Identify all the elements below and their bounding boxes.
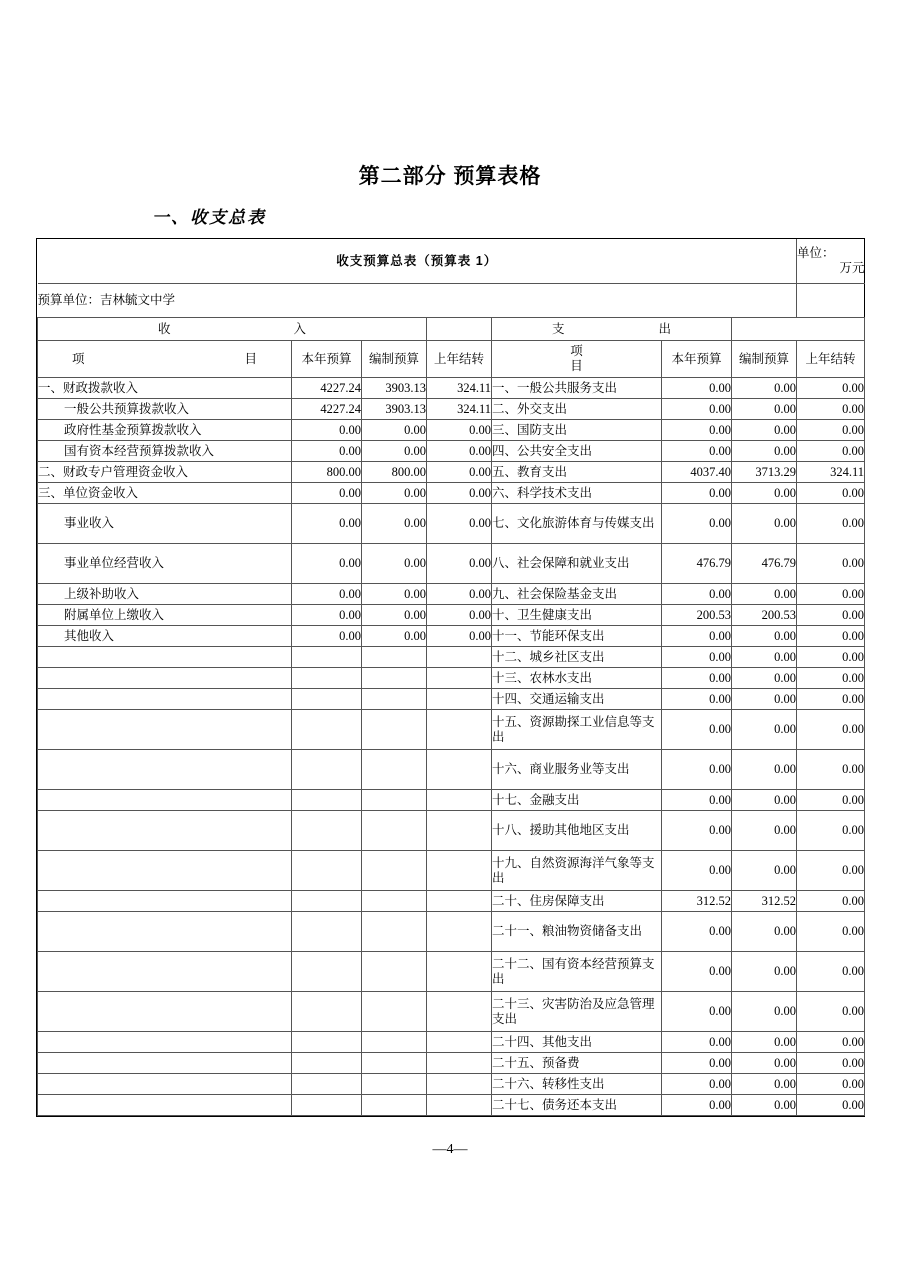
- unit-label-prefix: 单位：: [797, 246, 835, 261]
- table-row: [38, 912, 865, 952]
- expense-current-year-value: 0.00: [662, 1074, 732, 1095]
- expense-carryover-value: 0.00: [797, 399, 865, 420]
- income-current-year-value: [292, 912, 362, 952]
- income-carryover-value: 0.00: [427, 504, 492, 544]
- table-row: [38, 605, 865, 626]
- expense-compiled-value: 0.00: [732, 668, 797, 689]
- income-compiled-value: [362, 952, 427, 992]
- income-item-label: 三、单位资金收入: [38, 483, 292, 504]
- expense-compiled-value: 0.00: [732, 912, 797, 952]
- expense-current-year-value: 200.53: [662, 605, 732, 626]
- expense-item-label: 二十、住房保障支出: [492, 891, 662, 912]
- table-row: [38, 441, 865, 462]
- expense-item-label: 十九、自然资源海洋气象等支出: [492, 851, 662, 891]
- income-item-label: [38, 1032, 292, 1053]
- expense-item-label: 十一、节能环保支出: [492, 626, 662, 647]
- expense-current-year-value: 0.00: [662, 584, 732, 605]
- expense-carryover-value: 0.00: [797, 544, 865, 584]
- unit-label-value: 万元: [839, 261, 865, 275]
- expense-carryover-value: 0.00: [797, 1074, 865, 1095]
- income-carryover-value: [427, 851, 492, 891]
- income-item-left: 项: [72, 351, 85, 366]
- expense-current-year-value: 0.00: [662, 668, 732, 689]
- table-row: [38, 952, 865, 992]
- expense-carryover-value: 0.00: [797, 811, 865, 851]
- table-row: [38, 420, 865, 441]
- expense-current-year-value: 0.00: [662, 1053, 732, 1074]
- table-row: [38, 891, 865, 912]
- expense-item-label: 十八、援助其他地区支出: [492, 811, 662, 851]
- expense-carryover-value: 0.00: [797, 626, 865, 647]
- income-item-label: 国有资本经营预算拨款收入: [38, 441, 292, 462]
- expense-compiled-value: 200.53: [732, 605, 797, 626]
- table-row: [38, 378, 865, 399]
- expense-item-label: 二十二、国有资本经营预算支出: [492, 952, 662, 992]
- income-item-label: [38, 1053, 292, 1074]
- income-current-year-value: 0.00: [292, 605, 362, 626]
- table-row: [38, 1074, 865, 1095]
- income-compiled-value: [362, 851, 427, 891]
- expense-compiled-value: 0.00: [732, 1074, 797, 1095]
- income-carryover-value: 0.00: [427, 441, 492, 462]
- expense-item-label: 十、卫生健康支出: [492, 605, 662, 626]
- income-item-label: [38, 811, 292, 851]
- table-row: [38, 750, 865, 790]
- table-row: [38, 992, 865, 1032]
- budget-unit-label: 预算单位：吉林毓文中学: [38, 284, 797, 318]
- income-current-year-value: 0.00: [292, 420, 362, 441]
- income-group-right: 入: [293, 321, 306, 336]
- expense-current-year-value: 0.00: [662, 851, 732, 891]
- income-carryover-value: [427, 891, 492, 912]
- expense-current-year-value: 0.00: [662, 992, 732, 1032]
- income-carryover-value: 0.00: [427, 584, 492, 605]
- expense-carryover-value: 0.00: [797, 851, 865, 891]
- income-compiled-value: 0.00: [362, 420, 427, 441]
- section-heading: 一、收支总表: [152, 208, 266, 227]
- expense-group-left: 支: [552, 321, 565, 336]
- expense-item-label: 二十四、其他支出: [492, 1032, 662, 1053]
- table-row: [38, 1053, 865, 1074]
- expense-col-compiled: 编制预算: [732, 341, 797, 378]
- expense-compiled-value: 0.00: [732, 750, 797, 790]
- income-carryover-value: [427, 952, 492, 992]
- income-item-label: [38, 750, 292, 790]
- table-row: [38, 811, 865, 851]
- expense-current-year-value: 4037.40: [662, 462, 732, 483]
- expense-compiled-value: 476.79: [732, 544, 797, 584]
- income-item-header: [38, 341, 292, 378]
- income-item-label: [38, 912, 292, 952]
- expense-current-year-value: 0.00: [662, 647, 732, 668]
- income-current-year-value: [292, 992, 362, 1032]
- expense-carryover-value: 0.00: [797, 1095, 865, 1116]
- expense-item-line1: 项: [570, 344, 583, 359]
- expense-compiled-value: 0.00: [732, 1053, 797, 1074]
- income-carryover-value: [427, 689, 492, 710]
- income-current-year-value: [292, 647, 362, 668]
- table-row: [38, 584, 865, 605]
- expense-item-label: 十六、商业服务业等支出: [492, 750, 662, 790]
- income-current-year-value: [292, 891, 362, 912]
- expense-carryover-value: 0.00: [797, 689, 865, 710]
- expense-carryover-value: 0.00: [797, 1053, 865, 1074]
- expense-item-label: 十二、城乡社区支出: [492, 647, 662, 668]
- income-group-filler: [427, 318, 492, 341]
- income-current-year-value: [292, 668, 362, 689]
- budget-summary-table-wrapper: [36, 238, 865, 1117]
- income-carryover-value: [427, 1095, 492, 1116]
- expense-item-header: [492, 341, 662, 378]
- expense-item-line2: 目: [570, 359, 583, 373]
- income-compiled-value: [362, 1032, 427, 1053]
- expense-compiled-value: 0.00: [732, 504, 797, 544]
- expense-item-label: 十四、交通运输支出: [492, 689, 662, 710]
- income-carryover-value: [427, 1032, 492, 1053]
- expense-compiled-value: 0.00: [732, 399, 797, 420]
- expense-item-label: 八、社会保障和就业支出: [492, 544, 662, 584]
- expense-item-label: 二十七、债务还本支出: [492, 1095, 662, 1116]
- income-group-header: [38, 318, 427, 341]
- expense-carryover-value: 324.11: [797, 462, 865, 483]
- expense-current-year-value: 0.00: [662, 420, 732, 441]
- income-item-label: [38, 647, 292, 668]
- unit-cell: [797, 239, 865, 284]
- income-carryover-value: [427, 1074, 492, 1095]
- expense-compiled-value: 0.00: [732, 710, 797, 750]
- income-carryover-value: 324.11: [427, 399, 492, 420]
- expense-item-label: 五、教育支出: [492, 462, 662, 483]
- expense-item-label: 二十五、预备费: [492, 1053, 662, 1074]
- income-current-year-value: 0.00: [292, 584, 362, 605]
- expense-group-header: [492, 318, 732, 341]
- expense-item-label: 二十一、粮油物资储备支出: [492, 912, 662, 952]
- income-item-label: [38, 952, 292, 992]
- income-current-year-value: [292, 750, 362, 790]
- income-carryover-value: [427, 912, 492, 952]
- income-compiled-value: [362, 1074, 427, 1095]
- expense-current-year-value: 0.00: [662, 504, 732, 544]
- expense-carryover-value: 0.00: [797, 750, 865, 790]
- expense-carryover-value: 0.00: [797, 992, 865, 1032]
- income-carryover-value: [427, 750, 492, 790]
- income-current-year-value: [292, 952, 362, 992]
- expense-compiled-value: 0.00: [732, 689, 797, 710]
- expense-carryover-value: 0.00: [797, 1032, 865, 1053]
- expense-current-year-value: 0.00: [662, 1095, 732, 1116]
- table-caption: 收支预算总表（预算表 1）: [38, 239, 797, 284]
- expense-current-year-value: 0.00: [662, 399, 732, 420]
- income-carryover-value: [427, 710, 492, 750]
- expense-current-year-value: 0.00: [662, 811, 732, 851]
- income-compiled-value: [362, 1095, 427, 1116]
- table-row: [38, 626, 865, 647]
- expense-item-label: 七、文化旅游体育与传媒支出: [492, 504, 662, 544]
- table-row: [38, 790, 865, 811]
- expense-carryover-value: 0.00: [797, 420, 865, 441]
- budget-summary-table: [37, 239, 865, 1116]
- income-carryover-value: [427, 992, 492, 1032]
- income-compiled-value: 800.00: [362, 462, 427, 483]
- expense-compiled-value: 0.00: [732, 790, 797, 811]
- income-item-label: 一、财政拨款收入: [38, 378, 292, 399]
- income-item-label: [38, 790, 292, 811]
- column-header-row: [38, 341, 865, 378]
- income-item-label: [38, 689, 292, 710]
- income-compiled-value: [362, 891, 427, 912]
- income-item-label: 事业单位经营收入: [38, 544, 292, 584]
- income-current-year-value: 0.00: [292, 483, 362, 504]
- income-group-left: 收: [158, 321, 171, 336]
- income-compiled-value: 0.00: [362, 605, 427, 626]
- income-compiled-value: [362, 668, 427, 689]
- table-body: [38, 239, 865, 1116]
- expense-item-label: 九、社会保险基金支出: [492, 584, 662, 605]
- income-item-label: [38, 992, 292, 1032]
- expense-compiled-value: 0.00: [732, 647, 797, 668]
- table-row: [38, 1032, 865, 1053]
- budget-unit-spacer: [797, 284, 865, 318]
- income-compiled-value: 0.00: [362, 626, 427, 647]
- page-title: 第二部分 预算表格: [358, 165, 542, 188]
- income-current-year-value: 0.00: [292, 441, 362, 462]
- income-compiled-value: [362, 992, 427, 1032]
- expense-item-label: 六、科学技术支出: [492, 483, 662, 504]
- table-row: [38, 689, 865, 710]
- income-current-year-value: 0.00: [292, 626, 362, 647]
- income-current-year-value: [292, 811, 362, 851]
- income-item-label: [38, 668, 292, 689]
- expense-compiled-value: 312.52: [732, 891, 797, 912]
- expense-carryover-value: 0.00: [797, 647, 865, 668]
- table-row: [38, 1095, 865, 1116]
- income-current-year-value: [292, 1032, 362, 1053]
- expense-compiled-value: 0.00: [732, 441, 797, 462]
- income-carryover-value: [427, 668, 492, 689]
- income-current-year-value: [292, 1053, 362, 1074]
- expense-current-year-value: 0.00: [662, 750, 732, 790]
- income-item-label: 政府性基金预算拨款收入: [38, 420, 292, 441]
- income-current-year-value: 4227.24: [292, 378, 362, 399]
- table-row: [38, 544, 865, 584]
- income-compiled-value: 3903.13: [362, 378, 427, 399]
- income-current-year-value: [292, 710, 362, 750]
- expense-item-label: 十五、资源勘探工业信息等支出: [492, 710, 662, 750]
- expense-current-year-value: 312.52: [662, 891, 732, 912]
- expense-carryover-value: 0.00: [797, 891, 865, 912]
- table-row: [38, 399, 865, 420]
- expense-current-year-value: 0.00: [662, 378, 732, 399]
- expense-carryover-value: 0.00: [797, 605, 865, 626]
- expense-current-year-value: 0.00: [662, 626, 732, 647]
- expense-compiled-value: 0.00: [732, 626, 797, 647]
- expense-item-label: 三、国防支出: [492, 420, 662, 441]
- table-row: [38, 647, 865, 668]
- income-compiled-value: 0.00: [362, 544, 427, 584]
- income-current-year-value: 4227.24: [292, 399, 362, 420]
- income-col-current-year: 本年预算: [292, 341, 362, 378]
- income-item-label: 上级补助收入: [38, 584, 292, 605]
- expense-current-year-value: 0.00: [662, 912, 732, 952]
- income-carryover-value: 0.00: [427, 462, 492, 483]
- expense-compiled-value: 0.00: [732, 1032, 797, 1053]
- expense-compiled-value: 0.00: [732, 483, 797, 504]
- expense-group-right: 出: [658, 321, 671, 336]
- table-row: [38, 668, 865, 689]
- income-compiled-value: [362, 790, 427, 811]
- table-row: [38, 710, 865, 750]
- expense-current-year-value: 476.79: [662, 544, 732, 584]
- income-carryover-value: 0.00: [427, 420, 492, 441]
- expense-current-year-value: 0.00: [662, 1032, 732, 1053]
- income-item-label: [38, 710, 292, 750]
- table-row: [38, 851, 865, 891]
- income-current-year-value: [292, 689, 362, 710]
- income-carryover-value: [427, 790, 492, 811]
- income-carryover-value: 0.00: [427, 626, 492, 647]
- income-item-label: [38, 1095, 292, 1116]
- income-item-right: 目: [244, 351, 257, 366]
- expense-current-year-value: 0.00: [662, 689, 732, 710]
- income-item-label: 一般公共预算拨款收入: [38, 399, 292, 420]
- income-item-label: [38, 1074, 292, 1095]
- expense-compiled-value: 0.00: [732, 584, 797, 605]
- expense-carryover-value: 0.00: [797, 790, 865, 811]
- table-row: [38, 504, 865, 544]
- expense-compiled-value: 0.00: [732, 992, 797, 1032]
- income-item-label: 其他收入: [38, 626, 292, 647]
- income-compiled-value: 3903.13: [362, 399, 427, 420]
- expense-carryover-value: 0.00: [797, 504, 865, 544]
- expense-current-year-value: 0.00: [662, 483, 732, 504]
- income-compiled-value: [362, 1053, 427, 1074]
- group-header-row: [38, 318, 865, 341]
- expense-item-label: 十七、金融支出: [492, 790, 662, 811]
- income-compiled-value: [362, 811, 427, 851]
- income-carryover-value: [427, 1053, 492, 1074]
- expense-current-year-value: 0.00: [662, 790, 732, 811]
- income-compiled-value: [362, 689, 427, 710]
- income-compiled-value: 0.00: [362, 584, 427, 605]
- income-compiled-value: [362, 710, 427, 750]
- expense-item-label: 一、一般公共服务支出: [492, 378, 662, 399]
- income-item-label: 事业收入: [38, 504, 292, 544]
- income-current-year-value: [292, 1074, 362, 1095]
- table-row: [38, 462, 865, 483]
- table-row: [38, 483, 865, 504]
- expense-carryover-value: 0.00: [797, 441, 865, 462]
- expense-carryover-value: 0.00: [797, 483, 865, 504]
- expense-compiled-value: 0.00: [732, 1095, 797, 1116]
- expense-carryover-value: 0.00: [797, 952, 865, 992]
- expense-compiled-value: 0.00: [732, 851, 797, 891]
- income-compiled-value: [362, 750, 427, 790]
- income-current-year-value: [292, 1095, 362, 1116]
- expense-carryover-value: 0.00: [797, 912, 865, 952]
- income-item-label: [38, 851, 292, 891]
- income-item-label: 二、财政专户管理资金收入: [38, 462, 292, 483]
- expense-current-year-value: 0.00: [662, 441, 732, 462]
- expense-col-current-year: 本年预算: [662, 341, 732, 378]
- income-carryover-value: 0.00: [427, 544, 492, 584]
- expense-current-year-value: 0.00: [662, 710, 732, 750]
- expense-compiled-value: 3713.29: [732, 462, 797, 483]
- expense-item-label: 二、外交支出: [492, 399, 662, 420]
- expense-carryover-value: 0.00: [797, 668, 865, 689]
- expense-compiled-value: 0.00: [732, 811, 797, 851]
- income-compiled-value: 0.00: [362, 483, 427, 504]
- income-current-year-value: 0.00: [292, 544, 362, 584]
- income-carryover-value: [427, 811, 492, 851]
- expense-item-label: 四、公共安全支出: [492, 441, 662, 462]
- income-carryover-value: 324.11: [427, 378, 492, 399]
- page-number: —4—: [432, 1142, 468, 1157]
- income-col-compiled: 编制预算: [362, 341, 427, 378]
- budget-unit-row: [38, 284, 865, 318]
- expense-item-label: 二十三、灾害防治及应急管理支出: [492, 992, 662, 1032]
- income-compiled-value: [362, 912, 427, 952]
- table-title-row: [38, 239, 865, 284]
- income-carryover-value: 0.00: [427, 605, 492, 626]
- income-col-carryover: 上年结转: [427, 341, 492, 378]
- income-current-year-value: [292, 851, 362, 891]
- expense-carryover-value: 0.00: [797, 584, 865, 605]
- expense-carryover-value: 0.00: [797, 710, 865, 750]
- income-carryover-value: [427, 647, 492, 668]
- income-item-label: [38, 891, 292, 912]
- income-current-year-value: 800.00: [292, 462, 362, 483]
- income-item-label: 附属单位上缴收入: [38, 605, 292, 626]
- expense-item-label: 十三、农林水支出: [492, 668, 662, 689]
- income-current-year-value: 0.00: [292, 504, 362, 544]
- income-compiled-value: 0.00: [362, 504, 427, 544]
- expense-compiled-value: 0.00: [732, 420, 797, 441]
- expense-current-year-value: 0.00: [662, 952, 732, 992]
- expense-compiled-value: 0.00: [732, 952, 797, 992]
- income-compiled-value: [362, 647, 427, 668]
- expense-carryover-value: 0.00: [797, 378, 865, 399]
- expense-compiled-value: 0.00: [732, 378, 797, 399]
- income-current-year-value: [292, 790, 362, 811]
- expense-group-filler: [732, 318, 865, 341]
- income-carryover-value: 0.00: [427, 483, 492, 504]
- expense-item-label: 二十六、转移性支出: [492, 1074, 662, 1095]
- expense-col-carryover: 上年结转: [797, 341, 865, 378]
- income-compiled-value: 0.00: [362, 441, 427, 462]
